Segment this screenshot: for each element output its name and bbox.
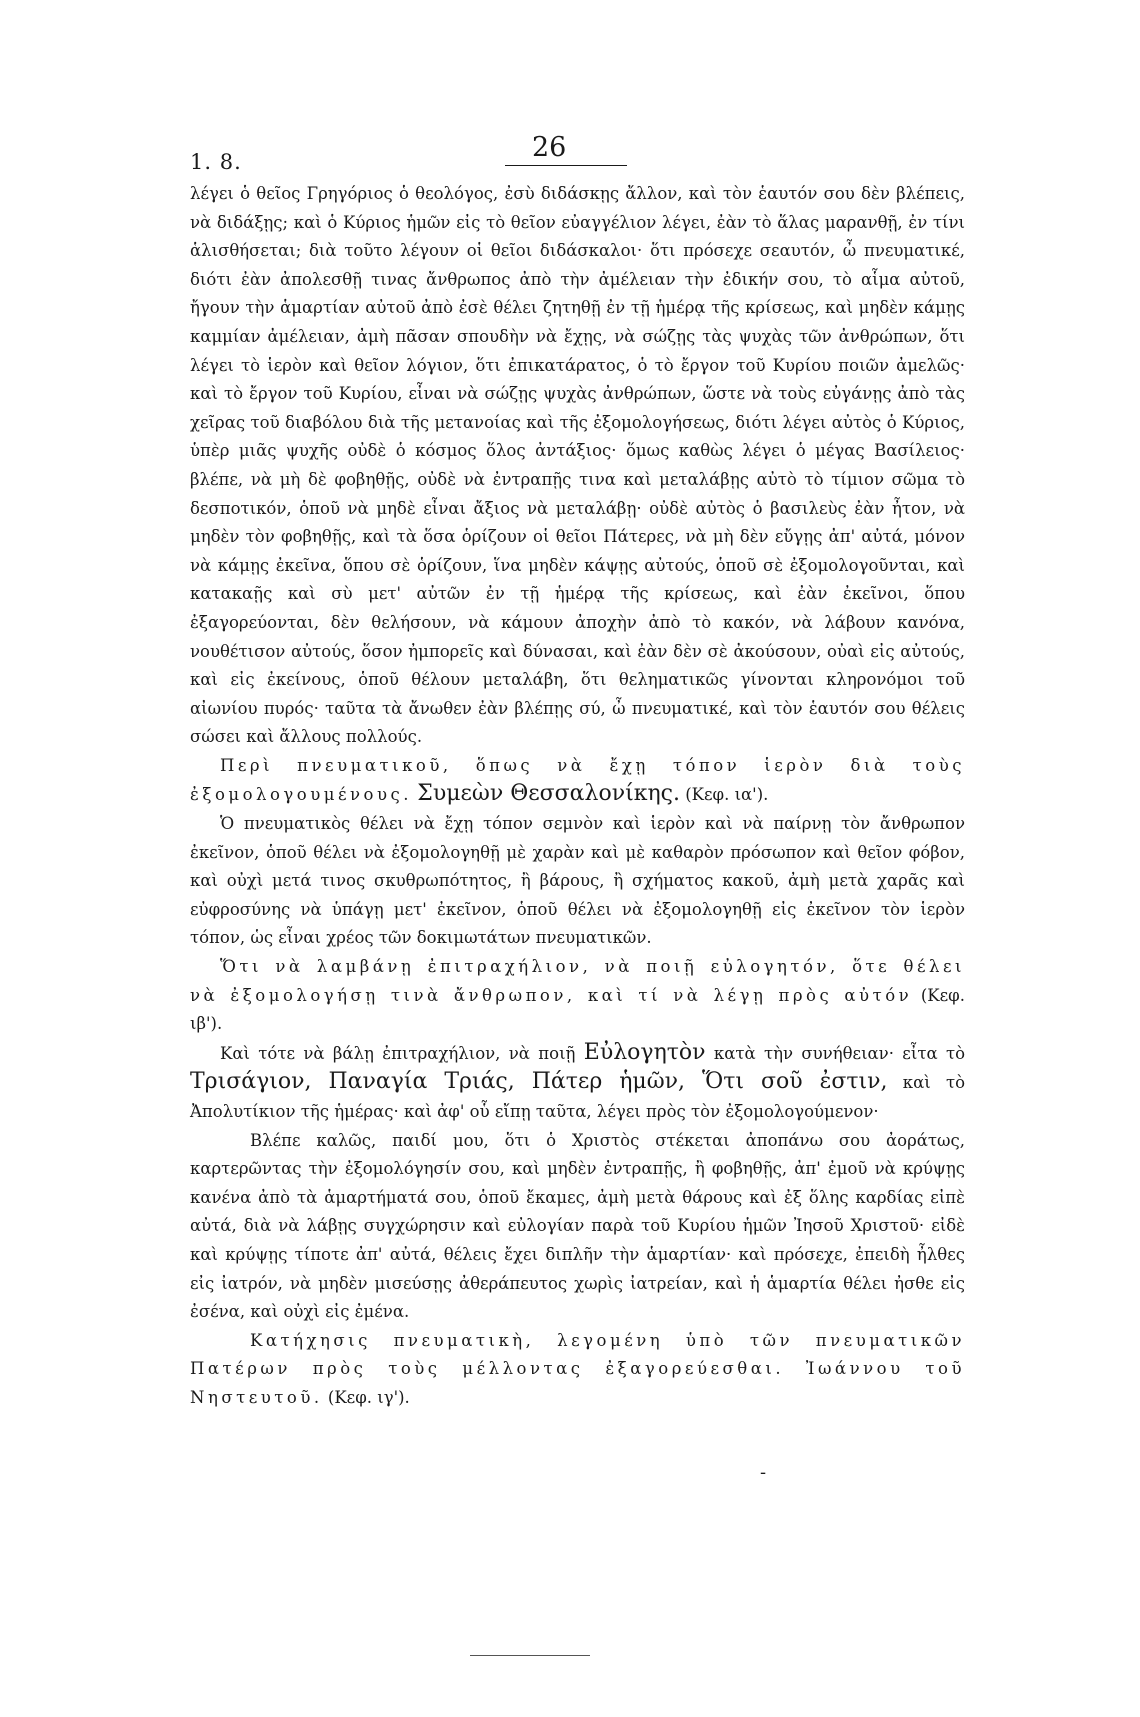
paragraph-3: [190, 1039, 965, 1127]
p3-part-a: Καὶ τότε νὰ βάλῃ ἐπιτραχήλιον, νὰ ποιῇ: [220, 1043, 576, 1063]
section-heading-13: [190, 1327, 965, 1413]
page-body: [190, 180, 965, 1413]
section-heading-12: [190, 953, 965, 1039]
footer-rule: [470, 1655, 590, 1656]
paragraph-2: Ὁ πνευματικὸς θέλει νὰ ἔχῃ τόπον σεμνὸν καὶ ἱερὸν καὶ νὰ παίρνῃ τὸν ἄνθρωπον ἐκεῖνον, ὁποῦ θέλει νὰ ἐξομολογηθῇ μὲ χαρὰν καὶ μὲ καθαρὸν πρόσωπον καὶ θεῖον φόβον, καὶ οὐχὶ μετά τινος σκυθρωπότητος, ἢ βάρους, ἢ σχήματος κακοῦ, ἀμὴ μετὰ χαρᾶς καὶ εὐφροσύνης νὰ ὑπάγῃ μετ' ἐκεῖνον, ὁποῦ θέλει νὰ ἐξομολογηθῇ εἰς ἐκεῖνον τὸν ἱερὸν τόπον, ὡς εἶναι χρέος τῶν δοκιμωτάτων πνευματικῶν.: [190, 814, 965, 948]
heading-11-author: Συμεὼν Θεσσαλονίκης.: [417, 781, 680, 807]
page-number: 26: [532, 132, 567, 163]
heading-13-ref: (Κεφ. ιγ').: [327, 1387, 410, 1407]
paragraph-4: Βλέπε καλῶς, παιδί μου, ὅτι ὁ Χριστὸς στέκεται ἀποπάνω σου ἀοράτως, καρτερῶντας τὴν ἐξομολόγησίν σου, καὶ μηδὲν ἐντραπῇς, ἢ φοβηθῇς, ἀπ' ἐμοῦ νὰ κρύψῃς κανένα ἀπὸ τὰ ἁμαρτήματά σου, ὁποῦ ἔκαμες, ἀμὴ μετὰ θάρους καὶ ἐξ ὅλης καρδίας εἰπὲ αὐτά, διὰ νὰ λάβῃς συγχώρησιν καὶ εὐλογίαν παρὰ τοῦ Κυρίου ἡμῶν Ἰησοῦ Χριστοῦ· εἰδὲ καὶ κρύψῃς τίποτε ἀπ' αὐτά, θέλεις ἔχει διπλῆν τὴν ἁμαρτίαν· καὶ πρόσεχε, ἐπειδὴ ἦλθες εἰς ἰατρόν, νὰ μηδὲν μισεύσῃς ἀθεράπευτος χωρὶς ἰατρείαν, καὶ ἡ ἁμαρτία θέλει ἠσθε εἰς ἐσένα, καὶ οὐχὶ εἰς ἐμένα.: [190, 1130, 965, 1322]
heading-12-title: Ὅτι νὰ λαμβάνῃ ἐπιτραχήλιον, νὰ ποιῇ εὐλογητόν, ὅτε θέλει νὰ ἐξομολογήσῃ τινὰ ἄνθρωπον, καὶ τί νὰ λέγῃ πρὸς αὐτόν: [190, 957, 965, 1005]
heading-11-title: Περὶ πνευματικοῦ, ὅπως νὰ ἔχῃ τόπον ἱερὸν διὰ τοὺς ἐξομολογουμένους.: [190, 755, 965, 805]
stray-mark: -: [760, 1462, 767, 1483]
p3-part-c: κατὰ τὴν συνήθειαν· εἶτα τὸ: [713, 1043, 966, 1063]
page-number-rule: [505, 165, 627, 166]
signature-mark: 1. 8.: [190, 150, 242, 174]
heading-12-ref: (Κεφ. ιβ').: [190, 985, 965, 1034]
section-heading-11: [190, 752, 965, 810]
p3-eulogeton: Εὐλογητὸν: [583, 1039, 706, 1065]
p3-prayers: Τρισάγιον, Παναγία Τριάς, Πάτερ ἡμῶν, Ὅτι σοῦ ἐστιν,: [190, 1069, 888, 1095]
heading-11-ref: (Κεφ. ια').: [685, 785, 769, 805]
heading-13-title: Κατήχησις πνευματικὴ, λεγομένη ὑπὸ τῶν πνευματικῶν Πατέρων πρὸς τοὺς μέλλοντας ἐξαγορεύεσθαι. Ἰωάννου τοῦ Νηστευτοῦ.: [190, 1330, 965, 1407]
paragraph-1: λέγει ὁ θεῖος Γρηγόριος ὁ θεολόγος, ἐσὺ διδάσκῃς ἄλλον, καὶ τὸν ἑαυτόν σου δὲν βλέπεις, νὰ διδάξῃς; καὶ ὁ Κύριος ἡμῶν εἰς τὸ θεῖον εὐαγγέλιον λέγει, ἐὰν τὸ ἅλας μαρανθῇ, ἐν τίνι ἁλισθήσεται; διὰ τοῦτο λέγουν οἱ θεῖοι διδάσκαλοι· ὅτι πρόσεχε σεαυτόν, ὦ πνευματικέ, διότι ἐὰν ἀπολεσθῇ τινας ἄνθρωπος ἀπὸ τὴν ἀμέλειαν τὴν ἐδικήν σου, τὸ αἷμα αὐτοῦ, ἤγουν τὴν ἁμαρτίαν αὐτοῦ ἀπὸ ἐσὲ θέλει ζητηθῇ ἐν τῇ ἡμέρᾳ τῆς κρίσεως, καὶ μηδὲν κάμῃς καμμίαν ἀμέλειαν, ἀμὴ πᾶσαν σπουδὴν νὰ ἔχῃς, νὰ σώζῃς τὰς ψυχὰς τῶν ἀνθρώπων, ὅτι λέγει τὸ ἱερὸν καὶ θεῖον λόγιον, ὅτι ἐπικατάρατος, ὁ τὸ ἔργον τοῦ Κυρίου ποιῶν ἀμελῶς· καὶ τὸ ἔργον τοῦ Κυρίου, εἶναι νὰ σώζῃς ψυχὰς ἀνθρώπων, ὥστε νὰ τοὺς εὐγάνῃς ἀπὸ τὰς χεῖρας τοῦ διαβόλου διὰ τῆς μετανοίας καὶ τῆς ἐξομολογήσεως, διότι λέγει αὐτὸς ὁ Κύριος, ὑπὲρ μιᾶς ψυχῆς οὐδὲ ὁ κόσμος ὅλος ἀντάξιος· ὅμως καθὼς λέγει ὁ μέγας Βασίλειος· βλέπε, νὰ μὴ δὲ φοβηθῇς, οὐδὲ νὰ ἐντραπῇς τινα καὶ μεταλάβῃς αὐτὸ τὸ τίμιον σῶμα τὸ δεσποτικόν, ὁποῦ νὰ μηδὲ εἶναι ἄξιος νὰ μεταλάβῃ· οὐδὲ αὐτὸς ὁ βασιλεὺς ἐὰν ἦτον, νὰ μηδὲν τὸν φοβηθῇς, καὶ τὰ ὅσα ὁρίζουν οἱ θεῖοι Πάτερες, νὰ μὴ δὲν εὔγῃς ἀπ' αὐτά, μόνον νὰ κάμῃς ἐκεῖνα, ὅπου σὲ ὁρίζουν, ἵνα μηδὲν κάψῃς αὐτούς, ὁποῦ σὲ ἐξομολογοῦνται, καὶ κατακαῇς καὶ σὺ μετ' αὐτῶν ἐν τῇ ἡμέρᾳ τῆς κρίσεως, καὶ ἐὰν ἐκεῖνοι, ὅπου ἐξαγορεύονται, δὲν θελήσουν, νὰ κάμουν ἀποχὴν ἀπὸ τὸ κακόν, νὰ λάβουν κανόνα, νουθέτισον αὐτούς, ὅσον ἠμπορεῖς καὶ δύνασαι, καὶ ἐὰν δὲν σὲ ἀκούσουν, οὐαὶ εἰς αὐτούς, καὶ εἰς ἐκείνους, ὁποῦ θέλουν μεταλάβη, ὅτι θεληματικῶς γίνονται κληρονόμοι τοῦ αἰωνίου πυρός· ταῦτα τὰ ἄνωθεν ἐὰν βλέπῃς σύ, ὦ πνευματικέ, καὶ τὸν ἑαυτόν σου θέλεις σώσει καὶ ἄλλους πολλούς.: [190, 184, 965, 747]
p3-part-e: καὶ τὸ Ἀπολυτίκιον τῆς ἡμέρας· καὶ ἀφ' οὗ εἴπῃ ταῦτα, λέγει πρὸς τὸν ἐξομολογούμενον·: [190, 1073, 966, 1121]
